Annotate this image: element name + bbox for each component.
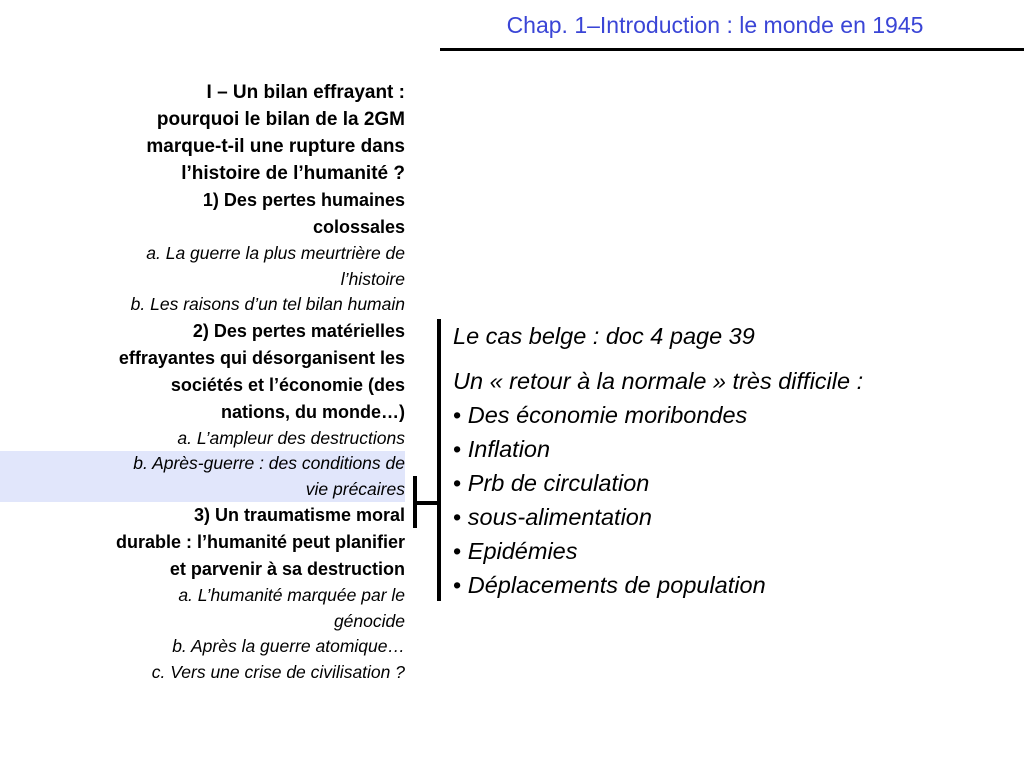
section-title-line: pourquoi le bilan de la 2GM [156, 109, 405, 130]
part-3b-item: b. Après la guerre atomique… [172, 636, 405, 656]
part-2b-item: b. Après-guerre : des conditions de [133, 453, 405, 473]
bracket-line [437, 319, 441, 601]
current-topic-highlight [0, 451, 405, 502]
case-subtitle: Un « retour à la normale » très difficile : [453, 368, 864, 394]
section-title-line: I – Un bilan effrayant : [206, 82, 405, 103]
part-2-heading: effrayantes qui désorganisent les [118, 347, 405, 368]
part-3-heading: 3) Un traumatisme moral [193, 505, 405, 525]
lesson-outline [0, 79, 405, 685]
part-3a-item: génocide [333, 610, 405, 631]
section-title-line: marque-t-il une rupture dans [146, 136, 405, 157]
bracket-connector [413, 501, 439, 505]
bullet-item: • Inflation [453, 432, 1013, 466]
section-title-line: l’histoire de l’humanité ? [181, 163, 405, 184]
part-1-heading: colossales [312, 217, 405, 237]
bullet-list [453, 398, 1013, 602]
part-2b-item: vie précaires [305, 478, 405, 499]
part-3-heading: durable : l’humanité peut planifier [115, 532, 405, 552]
bullet-item: • sous-alimentation [453, 500, 1013, 534]
part-2-heading: 2) Des pertes matérielles [192, 320, 405, 341]
part-2-heading: sociétés et l’économie (des [170, 374, 405, 395]
part-1a-item: a. La guerre la plus meurtrière de [146, 243, 405, 263]
case-study-panel [453, 319, 1013, 602]
bullet-item: • Des économie moribondes [453, 398, 1013, 432]
bullet-item: • Prb de circulation [453, 466, 1013, 500]
part-1-heading: 1) Des pertes humaines [202, 190, 405, 210]
part-1a-item: l’histoire [340, 268, 405, 289]
part-3c-item: c. Vers une crise de civilisation ? [151, 661, 405, 682]
part-1b-item: b. Les raisons d’un tel bilan humain [130, 294, 405, 314]
part-3a-item: a. L’humanité marquée par le [178, 585, 405, 605]
bullet-item: • Epidémies [453, 534, 1013, 568]
case-title: Le cas belge : doc 4 page 39 [453, 323, 755, 349]
chapter-title: Chap. 1–Introduction : le monde en 1945 [506, 12, 924, 38]
part-2a-item: a. L’ampleur des destructions [177, 427, 405, 448]
part-2-heading: nations, du monde…) [221, 401, 405, 422]
title-divider [440, 48, 1024, 51]
part-3-heading: et parvenir à sa destruction [169, 559, 405, 579]
bullet-item: • Déplacements de population [453, 568, 1013, 602]
